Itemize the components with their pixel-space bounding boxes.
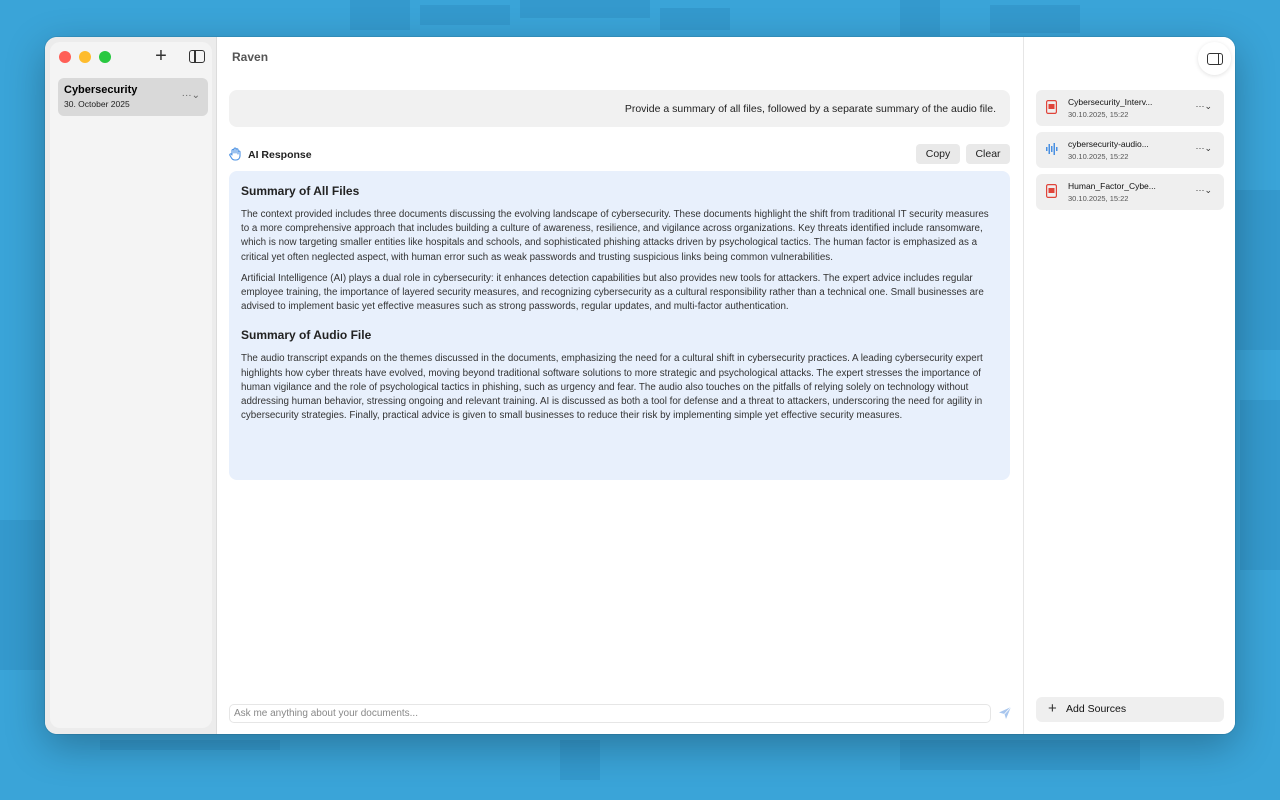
response-paragraph: Artificial Intelligence (AI) plays a dual role in cybersecurity: it enhances detection capabilities but also provides new tools for attackers. The expert advice includes regular employee training, the importance of layered security measures, and recognizing cybersecurity as a cultural responsibility rather than a technical one. Small businesses are advised to implement basic yet effective measures such as strong passwords, regular updates, and multi-factor authentication. — [241, 272, 984, 313]
new-chat-button[interactable]: + — [155, 45, 167, 67]
main-content — [217, 37, 1023, 734]
response-label: AI Response — [248, 149, 312, 161]
minimize-window-button[interactable] — [79, 51, 91, 63]
add-sources-label: Add Sources — [1066, 703, 1127, 715]
send-icon[interactable] — [998, 706, 1012, 720]
response-heading: Summary of All Files — [241, 184, 360, 198]
copy-button[interactable]: Copy — [916, 144, 960, 164]
source-date: 30.10.2025, 15:22 — [1068, 194, 1129, 203]
chat-more-menu-icon[interactable]: ···⌄ — [181, 90, 200, 101]
sidebar — [45, 37, 217, 734]
source-more-menu-icon[interactable]: ···⌄ — [1195, 143, 1212, 153]
source-date: 30.10.2025, 15:22 — [1068, 152, 1129, 161]
sidebar-panel — [50, 42, 212, 728]
source-more-menu-icon[interactable]: ···⌄ — [1195, 101, 1212, 111]
source-item[interactable] — [1036, 132, 1224, 168]
pdf-icon — [1046, 184, 1057, 198]
chat-date: 30. October 2025 — [64, 99, 130, 109]
source-item[interactable] — [1036, 90, 1224, 126]
sources-panel — [1023, 37, 1235, 734]
chat-title: Cybersecurity — [64, 84, 138, 96]
ask-input[interactable]: Ask me anything about your documents... — [229, 704, 991, 723]
source-date: 30.10.2025, 15:22 — [1068, 110, 1129, 119]
response-header — [229, 145, 1010, 167]
ai-hand-icon — [229, 147, 241, 161]
user-prompt: Provide a summary of all files, followed by a separate summary of the audio file. — [229, 90, 1010, 127]
zoom-window-button[interactable] — [99, 51, 111, 63]
source-name: Cybersecurity_Interv... — [1068, 97, 1153, 107]
add-sources-button[interactable] — [1036, 697, 1224, 722]
response-heading: Summary of Audio File — [241, 328, 372, 343]
audio-waveform-icon — [1046, 142, 1058, 156]
plus-icon: + — [1048, 700, 1057, 717]
ai-response-body — [229, 171, 1010, 480]
app-title: Raven — [232, 50, 269, 64]
app-window — [45, 37, 1235, 734]
close-window-button[interactable] — [59, 51, 71, 63]
toggle-sidebar-icon[interactable] — [189, 50, 205, 63]
pdf-icon — [1046, 100, 1057, 114]
source-item[interactable] — [1036, 174, 1224, 210]
source-name: cybersecurity-audio... — [1068, 139, 1149, 149]
source-name: Human_Factor_Cybe... — [1068, 181, 1156, 191]
toggle-inspector-icon[interactable] — [1207, 53, 1223, 65]
window-controls — [59, 51, 111, 63]
source-more-menu-icon[interactable]: ···⌄ — [1195, 185, 1212, 195]
clear-button[interactable]: Clear — [966, 144, 1010, 164]
response-paragraph: The audio transcript expands on the themes discussed in the documents, emphasizing the need for a cultural shift in cybersecurity practices. A leading cybersecurity expert highlights how cyber threats have evolved, moving beyond traditional software solutions to more strategic and psychological attacks. The expert stresses the importance of human vigilance and the role of psychological tactics in phishing, such as urgency and fear. The audio also touches on the pitfalls of relying solely on technology without addressing human behavior, stressing ongoing and relevant training. AI is discussed as both a tool for defense and a threat to attackers, underscoring the need for agility in cybersecurity strategies. Finally, practical advice is given to small businesses to reduce their risk by implementing simple yet effective security measures. — [241, 353, 983, 422]
chat-list-item[interactable] — [58, 78, 208, 116]
response-paragraph: The context provided includes three documents discussing the evolving landscape of cybersecurity. These documents highlight the shift from traditional IT security measures to a more comprehensive approach that includes building a culture of awareness, resilience, and vigilance across organizations. Key threats identified include ransomware, which is now targeting smaller entities like hospitals and schools, and sophisticated phishing attacks driven by psychological tactics. The human factor is emphasized as a critical yet often neglected aspect, with human error such as weak passwords and trusting suspicious links being common vulnerabilities. — [241, 209, 989, 263]
